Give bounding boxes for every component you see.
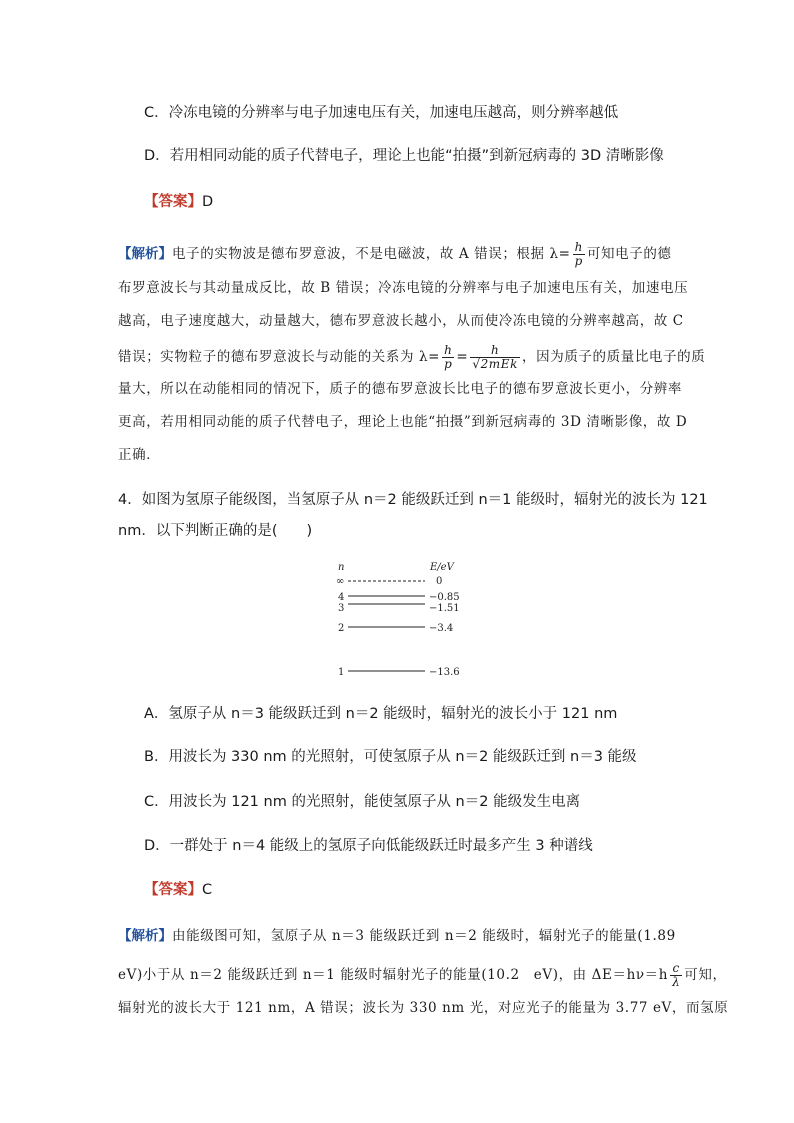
explanation-label: 【解析】	[118, 246, 172, 262]
level-energy-label: −13.6	[429, 667, 460, 678]
explanation-text: 电子的实物波是德布罗意波，不是电磁波，故 A 错误；根据 λ=	[172, 246, 571, 262]
level-energy-label: 0	[436, 576, 443, 587]
answer-line	[144, 192, 213, 212]
explanation-line-4	[118, 344, 705, 371]
explanation-line-3: 越高，电子速度越大，动量越大，德布罗意波长越小，从而使冷冻电镜的分辨率越高，故 C	[118, 313, 684, 329]
option-c: C．冷冻电镜的分辨率与电子加速电压有关，加速电压越高，则分辨率越低	[144, 105, 619, 121]
equals-sign: =	[456, 349, 469, 365]
level-n-label: 2	[338, 623, 345, 634]
answer-value: C	[202, 882, 213, 898]
n-header: n	[338, 562, 345, 573]
explanation-label: 【解析】	[118, 928, 172, 944]
fraction-h-over-p: $\frac{h}{p}$	[444, 343, 453, 371]
explanation-line-1	[118, 241, 672, 268]
fraction-c-over-lambda: $\frac{c}{\lambda}$	[672, 961, 681, 989]
q4-option-b: B．用波长为 330 nm 的光照射，可使氢原子从 n＝2 能级跃迁到 n＝3 能级	[144, 749, 637, 765]
q4-answer-line	[144, 880, 212, 900]
question-4-stem-line-1: 4．如图为氢原子能级图，当氢原子从 n＝2 能级跃迁到 n＝1 能级时，辐射光的波长为 121	[118, 492, 708, 508]
question-4-stem-line-2: nm．以下判断正确的是( )	[118, 523, 313, 539]
q4-explanation-line-2	[118, 962, 727, 989]
answer-label: 【答案】	[144, 882, 202, 898]
explanation-text: 可知，	[684, 967, 727, 983]
option-d: D．若用相同动能的质子代替电子，理论上也能“拍摄”到新冠病毒的 3D 清晰影像	[144, 148, 664, 164]
answer-label: 【答案】	[144, 194, 202, 210]
fraction-h-over-p: $\frac{h}{p}$	[574, 240, 583, 268]
explanation-text: 由能级图可知，氢原子从 n＝3 能级跃迁到 n＝2 能级时，辐射光子的能量(1.89	[172, 928, 676, 944]
explanation-text: ，因为质子的质量比电子的质	[522, 349, 706, 365]
q4-option-a: A．氢原子从 n＝3 能级跃迁到 n＝2 能级时，辐射光的波长小于 121 nm	[144, 706, 618, 722]
energy-level-diagram	[330, 560, 480, 682]
q4-explanation-line-3: 辐射光的波长大于 121 nm，A 错误；波长为 330 nm 光，对应光子的能量为 3.77 eV，而氢原	[118, 1000, 729, 1016]
level-n-label: 1	[338, 667, 345, 678]
level-energy-label: −1.51	[429, 603, 460, 614]
fraction-h-over-sqrt: $\frac{h}{\text{√2mEk}}$	[472, 343, 519, 371]
explanation-text: 错误；实物粒子的德布罗意波长与动能的关系为 λ=	[118, 349, 441, 365]
explanation-line-6: 更高，若用相同动能的质子代替电子，理论上也能“拍摄”到新冠病毒的 3D 清晰影像，故 D	[118, 414, 688, 430]
e-header: E/eV	[430, 562, 454, 573]
explanation-line-2: 布罗意波长与其动量成反比，故 B 错误；冷冻电镜的分辨率与电子加速电压有关，加速电压	[118, 280, 689, 296]
explanation-line-5: 量大，所以在动能相同的情况下，质子的德布罗意波长比电子的德布罗意波长更小，分辨率	[118, 381, 682, 397]
level-n-label: ∞	[336, 576, 345, 587]
level-n-label: 4	[338, 592, 345, 603]
explanation-line-7: 正确．	[118, 447, 161, 463]
q4-explanation-line-1	[118, 926, 676, 946]
q4-option-d: D．一群处于 n＝4 能级上的氢原子向低能级跃迁时最多产生 3 种谱线	[144, 838, 593, 854]
level-n-label: 3	[338, 603, 345, 614]
q4-option-c: C．用波长为 121 nm 的光照射，能使氢原子从 n＝2 能级发生电离	[144, 794, 581, 810]
level-energy-label: −3.4	[429, 623, 454, 634]
level-energy-label: −0.85	[429, 592, 460, 603]
answer-value: D	[202, 194, 214, 210]
explanation-text: 可知电子的德	[586, 246, 672, 262]
explanation-text: eV)小于从 n＝2 能级跃迁到 n＝1 能级时辐射光子的能量(10.2 eV)，由 ΔE＝hν＝h	[118, 967, 669, 983]
